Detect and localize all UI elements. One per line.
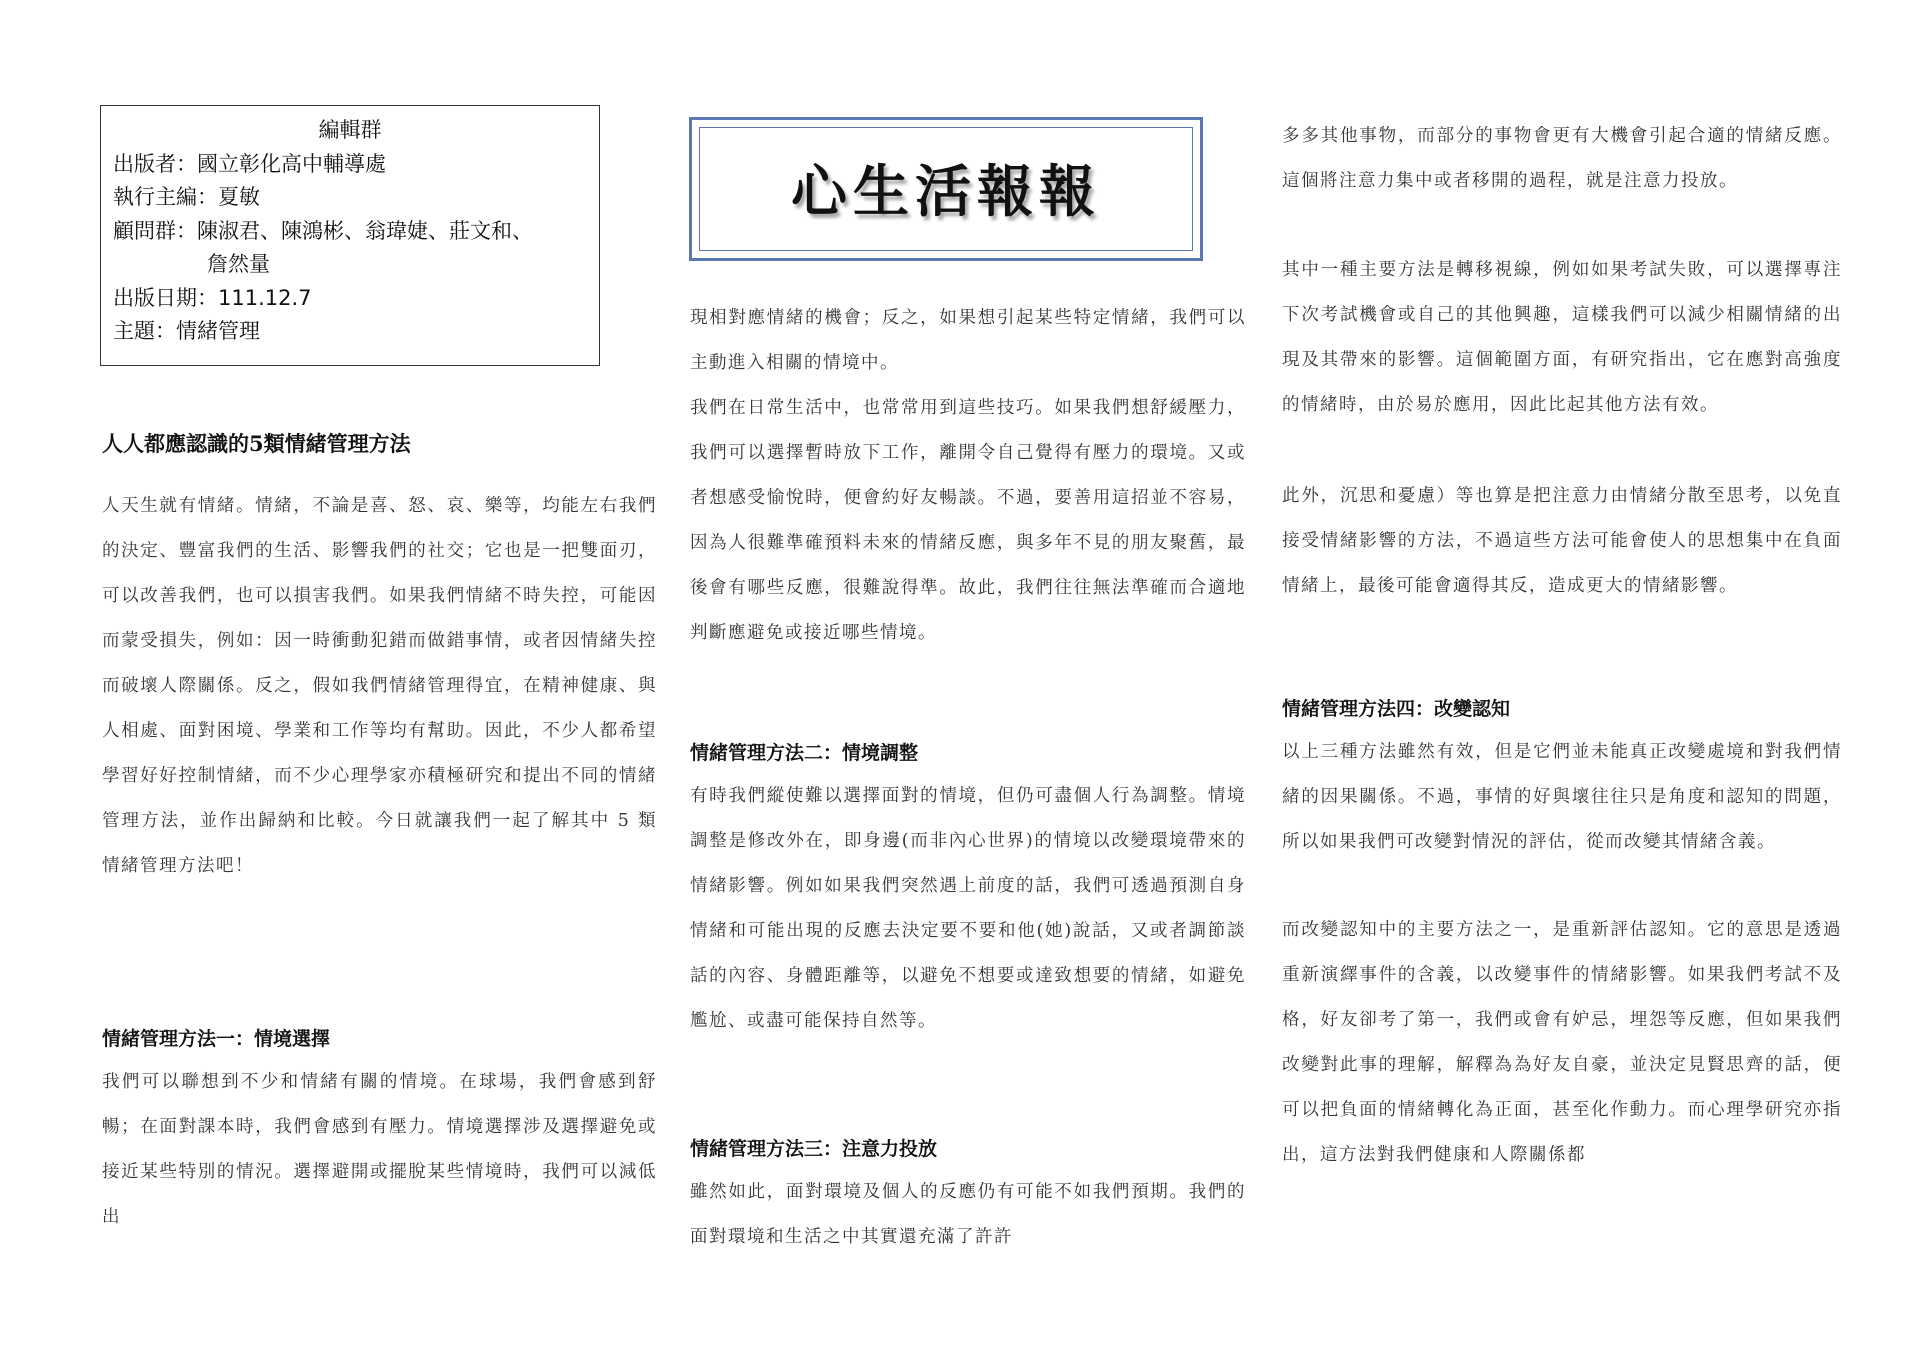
- method-3-text-more: 其中一種主要方法是轉移視線，例如如果考試失敗，可以選擇專注下次考試機會或自己的其他興趣，這樣我們可以減少相關情緒的出現及其帶來的影響。這個範圍方面，有研究指出，它在應對高強度的情緒時，由於易於應用，因此比起其他方法有效。: [1282, 260, 1842, 415]
- method-4-text: 以上三種方法雖然有效，但是它們並未能真正改變處境和對我們情緒的因果關係。不過，事情的好與壞往往只是角度和認知的問題，所以如果我們可改變對情況的評估，從而改變其情緒含義。: [1282, 742, 1842, 852]
- method-3-text: 雖然如此，面對環境及個人的反應仍有可能不如我們預期。我們的面對環境和生活之中其實還充滿了許許: [690, 1182, 1246, 1247]
- editorial-pub-date: 出版日期：111.12.7: [113, 285, 312, 310]
- editorial-advisors: 顧問群：陳淑君、陳鴻彬、翁瑋婕、莊文和、: [113, 218, 533, 243]
- editorial-publisher: 出版者：國立彰化高中輔導處: [113, 151, 386, 176]
- masthead: [689, 117, 1203, 261]
- editorial-chief-editor: 執行主編：夏敏: [113, 185, 260, 209]
- method-4-text-cont: 而改變認知中的主要方法之一，是重新評估認知。它的意思是透過重新演繹事件的含義，以改變事件的情緒影響。如果我們考試不及格，好友卻考了第一，我們或會有妒忌，埋怨等反應，但如果我們改變對此事的理解，解釋為為好友自豪，並決定見賢思齊的話，便可以把負面的情緒轉化為正面，甚至化作動力。而心理學研究亦指出，這方法對我們健康和人際關係都: [1282, 920, 1842, 1165]
- editorial-advisors-cont: 詹然量: [207, 252, 270, 276]
- article-title: 人人都應認識的5類情緒管理方法: [102, 431, 411, 456]
- method-2-text: 有時我們縱使難以選擇面對的情境，但仍可盡個人行為調整。情境調整是修改外在，即身邊(而非內心世界)的情境以改變環境帶來的情緒影響。例如如果我們突然遇上前度的話，我們可透過預測自身情緒和可能出現的反應去決定要不要和他(她)說話，又或者調節談話的內容、身體距離等，以避免不想要或達致想要的情緒，如避免尷尬、或盡可能保持自然等。: [690, 786, 1246, 1031]
- method-3-title: 情緒管理方法三：注意力投放: [690, 1138, 938, 1160]
- editorial-topic: 主題：情緒管理: [113, 319, 260, 343]
- article-intro: 人天生就有情緒。情緒，不論是喜、怒、哀、樂等，均能左右我們的決定、豐富我們的生活、影響我們的社交；它也是一把雙面刃，可以改善我們，也可以損害我們。如果我們情緒不時失控，可能因而蒙受損失，例如：因一時衝動犯錯而做錯事情，或者因情緒失控而破壞人際關係。反之，假如我們情緒管理得宜，在精神健康、與人相處、面對困境、學業和工作等均有幫助。因此，不少人都希望學習好好控制情緒，而不少心理學家亦積極研究和提出不同的情緒管理方法，並作出歸納和比較。今日就讓我們一起了解其中 5 類情緒管理方法吧！: [102, 496, 657, 876]
- method-1-text: 我們可以聯想到不少和情緒有關的情境。在球場，我們會感到舒暢；在面對課本時，我們會感到有壓力。情境選擇涉及選擇避免或接近某些特別的情況。選擇避開或擺脫某些情境時，我們可以減低出: [102, 1072, 657, 1227]
- method-1-text-more: 我們在日常生活中，也常常用到這些技巧。如果我們想舒緩壓力，我們可以選擇暫時放下工作，離開令自己覺得有壓力的環境。又或者想感受愉悅時，便會約好友暢談。不過，要善用這招並不容易，因為人很難準確預料未來的情緒反應，與多年不見的朋友聚舊，最後會有哪些反應，很難說得準。故此，我們往往無法準確而合適地判斷應避免或接近哪些情境。: [690, 398, 1246, 643]
- method-3-text-end: 此外，沉思和憂慮）等也算是把注意力由情緒分散至思考，以免直接受情緒影響的方法，不過這些方法可能會使人的思想集中在負面情緒上，最後可能會適得其反，造成更大的情緒影響。: [1282, 486, 1842, 596]
- method-4-title: 情緒管理方法四：改變認知: [1282, 698, 1511, 720]
- editorial-box: [100, 105, 600, 366]
- editorial-heading: 編輯群: [318, 118, 382, 142]
- method-1-title: 情緒管理方法一：情境選擇: [102, 1028, 331, 1050]
- method-1-text-cont: 現相對應情緒的機會；反之，如果想引起某些特定情緒，我們可以主動進入相關的情境中。: [690, 308, 1246, 373]
- method-2-title: 情緒管理方法二：情境調整: [690, 742, 919, 764]
- method-3-text-cont: 多多其他事物，而部分的事物會更有大機會引起合適的情緒反應。這個將注意力集中或者移開的過程，就是注意力投放。: [1282, 126, 1842, 191]
- masthead-title: 心生活報報: [791, 159, 1101, 225]
